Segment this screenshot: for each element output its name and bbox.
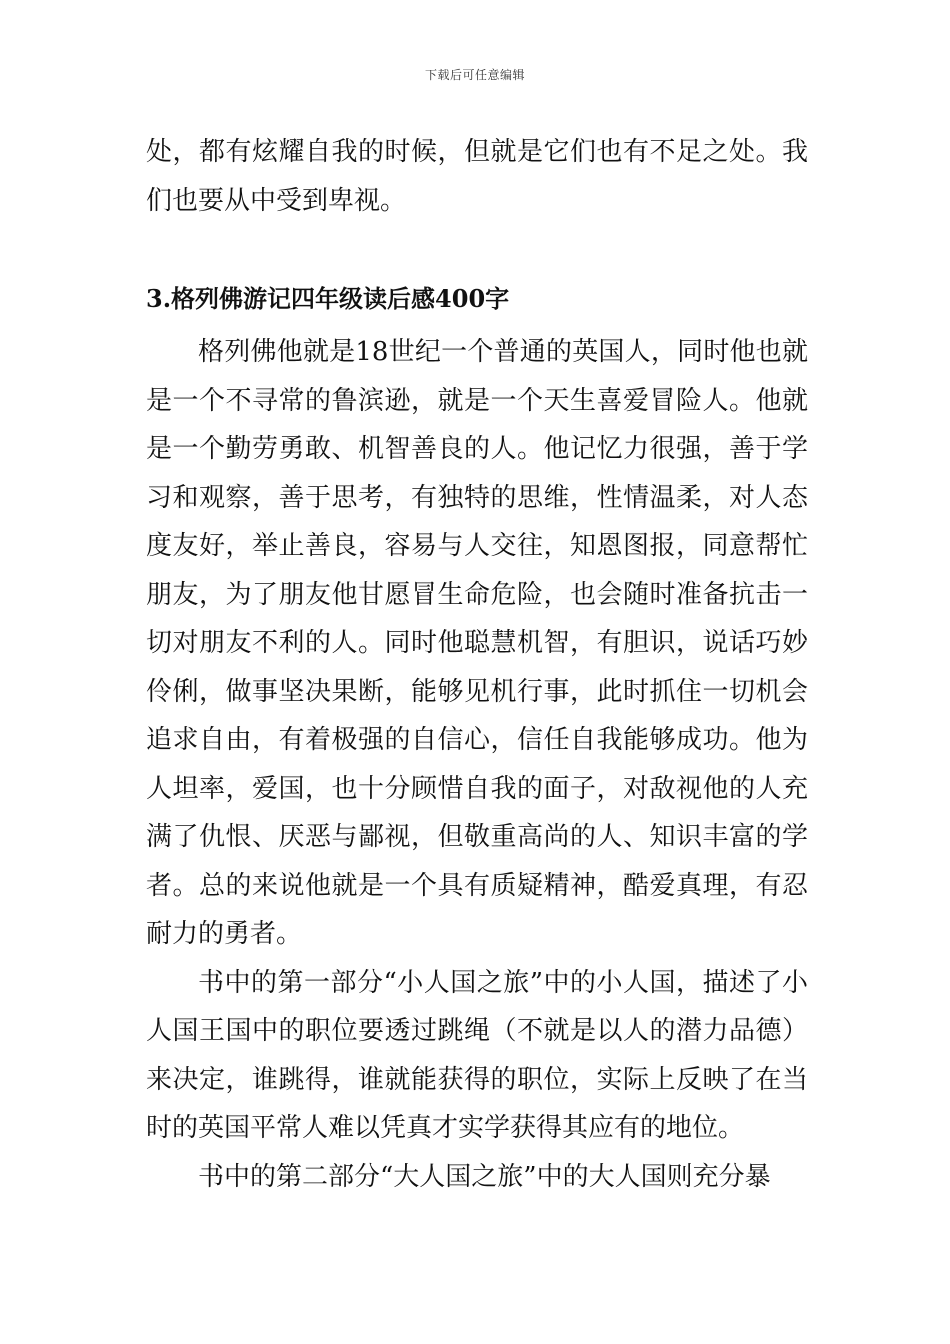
section-title: 3.格列佛游记四年级读后感400字 xyxy=(146,284,510,313)
paragraph-3: 书中的第二部分“大人国之旅”中的大人国则充分暴 xyxy=(198,1161,771,1192)
header-note: 下载后可任意编辑 xyxy=(424,68,525,82)
article-body xyxy=(146,328,808,1201)
paragraph-2: 书中的第一部分“小人国之旅”中的小人国，描述了小人国王国中的职位要透过跳绳（不就是以人的潜力品德）来决定，谁跳得，谁就能获得的职位，实际上反映了在当时的英国平常人难以凭真才实学获得其应有的地位。 xyxy=(146,967,808,1143)
continuation-block xyxy=(146,128,808,225)
continuation-paragraph: 处，都有炫耀自我的时候，但就是它们也有不足之处。我们也要从中受到卑视。 xyxy=(146,137,808,216)
paragraph-1: 格列佛他就是18世纪一个普通的英国人，同时他也就是一个不寻常的鲁滨逊，就是一个天生喜爱冒险人。他就是一个勤劳勇敢、机智善良的人。他记忆力很强，善于学习和观察，善于思考，有独特的思维，性情温柔，对人态度友好，举止善良，容易与人交往，知恩图报，同意帮忙朋友，为了朋友他甘愿冒生命危险，也会随时准备抗击一切对朋友不利的人。同时他聪慧机智，有胆识，说话巧妙伶俐，做事坚决果断，能够见机行事，此时抓住一切机会追求自由，有着极强的自信心，信任自我能够成功。他为人坦率，爱国，也十分顾惜自我的面子，对敌视他的人充满了仇恨、厌恶与鄙视，但敬重高尚的人、知识丰富的学者。总的来说他就是一个具有质疑精神，酷爱真理，有忍耐力的勇者。 xyxy=(146,337,808,949)
